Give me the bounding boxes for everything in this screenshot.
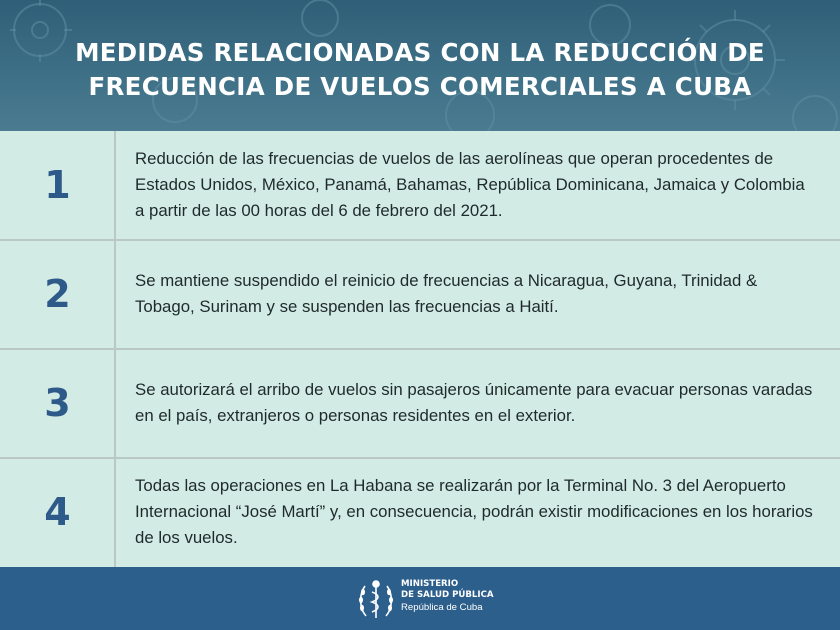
ministry-country: República de Cuba: [401, 602, 483, 613]
measure-number: 2: [44, 272, 71, 316]
measure-text: Reducción de las frecuencias de vuelos de las aerolíneas que operan procedentes de Estados Unidos, México, Panamá, Bahamas, República Dominicana, Jamaica y Colombia a partir de las 00 horas del 6 de febrero del 2021.: [135, 149, 805, 220]
ministry-name: [401, 579, 494, 615]
measure-number: 3: [44, 381, 71, 425]
page-title: [0, 36, 840, 104]
measure-row: [0, 131, 840, 239]
row-divider: [0, 239, 840, 241]
ministry-emblem-icon: [356, 578, 396, 622]
title-line-1: MEDIDAS RELACIONADAS CON LA REDUCCIÓN DE: [75, 38, 765, 67]
row-divider: [0, 457, 840, 459]
ministry-line-2: DE SALUD PÚBLICA: [401, 590, 494, 600]
measure-number: 4: [44, 490, 71, 534]
measure-number: 1: [44, 163, 71, 207]
measure-row: [0, 240, 840, 348]
measure-row: [0, 349, 840, 457]
measure-row: [0, 458, 840, 566]
row-divider: [0, 348, 840, 350]
measure-text: Se mantiene suspendido el reinicio de frecuencias a Nicaragua, Guyana, Trinidad & Tobago, Surinam y se suspenden las frecuencias a Haití.: [135, 271, 758, 316]
ministry-line-1: MINISTERIO: [401, 579, 459, 589]
measure-text: Todas las operaciones en La Habana se realizarán por la Terminal No. 3 del Aeropuerto Internacional “José Martí” y, en consecuencia, podrán existir modificaciones en los horarios de los vuelos.: [135, 476, 813, 547]
title-line-2: FRECUENCIA DE VUELOS COMERCIALES A CUBA: [88, 72, 752, 101]
measures-table: [0, 131, 840, 567]
measure-text: Se autorizará el arribo de vuelos sin pasajeros únicamente para evacuar personas varadas en el país, extranjeros o personas residentes en el exterior.: [135, 380, 813, 425]
header-banner: [0, 0, 840, 131]
